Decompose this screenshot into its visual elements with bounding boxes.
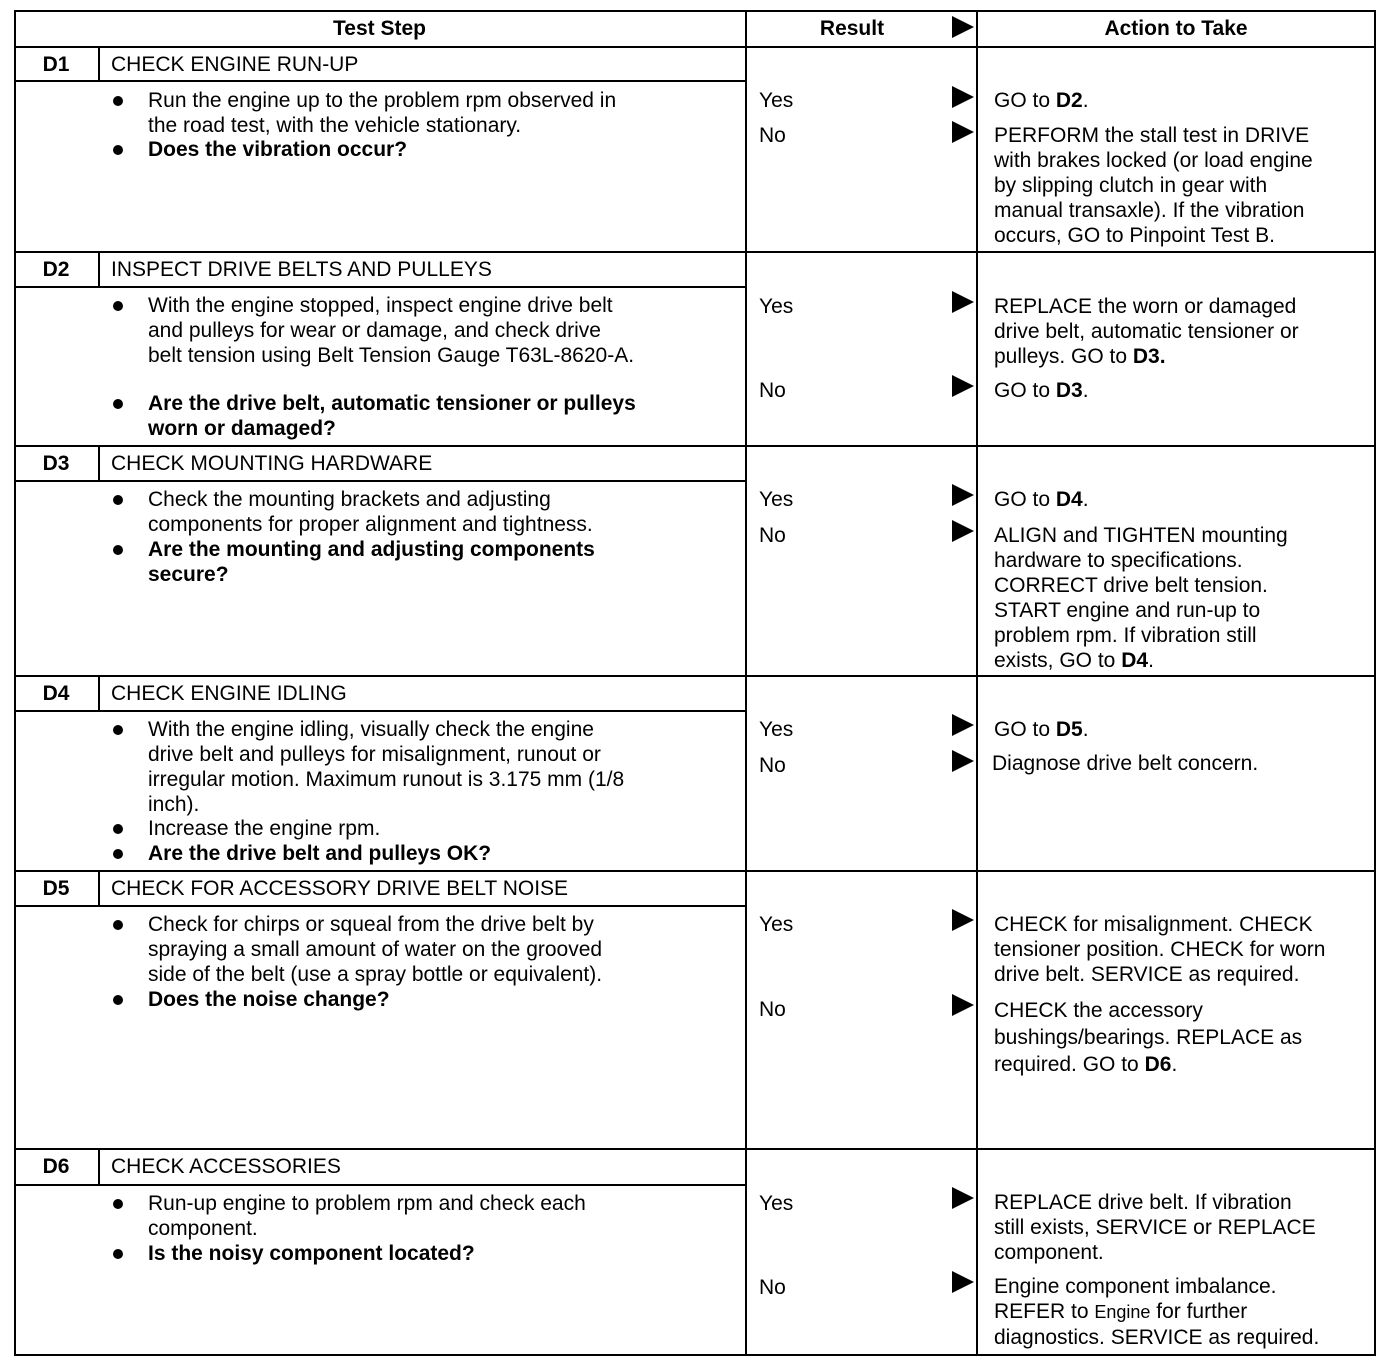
bullet-icon bbox=[113, 495, 123, 505]
d6-body-line: Run-up engine to problem rpm and check each bbox=[148, 1192, 586, 1215]
d3-action-no: ALIGN and TIGHTEN mounting hardware to specifications. CORRECT drive belt tension. START engine and run-up to problem rpm. If vibration still exists, GO to D4. bbox=[994, 524, 1288, 672]
step-code-d1: D1 bbox=[42, 53, 70, 76]
step-code-d6: D6 bbox=[42, 1155, 70, 1178]
d5-body-line: spraying a small amount of water on the grooved bbox=[148, 938, 603, 961]
d5-title-underline bbox=[14, 905, 747, 907]
d6-question: Is the noisy component located? bbox=[148, 1242, 475, 1265]
d3-code-divider bbox=[98, 445, 100, 481]
d5-question: Does the noise change? bbox=[148, 988, 390, 1011]
bullet-icon bbox=[113, 96, 123, 106]
d6-title-underline bbox=[14, 1184, 747, 1186]
step-code-d2: D2 bbox=[42, 258, 70, 281]
arrow-icon bbox=[952, 750, 974, 772]
d6-action-no: Engine component imbalance. REFER to Engine for further diagnostics. SERVICE as required. bbox=[994, 1275, 1320, 1349]
test-step-table bbox=[14, 10, 1376, 1358]
arrow-icon bbox=[952, 909, 974, 931]
d2-result-yes: Yes bbox=[759, 295, 794, 318]
d4-body-line: With the engine idling, visually check the engine bbox=[148, 718, 594, 741]
d4-result-yes: Yes bbox=[759, 718, 794, 741]
step-title-d4: CHECK ENGINE IDLING bbox=[111, 682, 347, 705]
step-code-d4: D4 bbox=[42, 682, 70, 705]
d1-question: Does the vibration occur? bbox=[148, 138, 408, 161]
step-title-d1: CHECK ENGINE RUN-UP bbox=[111, 53, 359, 76]
arrow-icon bbox=[952, 86, 974, 108]
d4-result-no: No bbox=[759, 754, 786, 777]
d3-question: Are the mounting and adjusting components bbox=[148, 538, 595, 561]
d3-result-no: No bbox=[759, 524, 786, 547]
d1-code-divider bbox=[98, 46, 100, 82]
d4-body-line: inch). bbox=[148, 793, 200, 816]
header-action: Action to Take bbox=[1104, 17, 1248, 40]
arrow-icon bbox=[952, 520, 974, 542]
header-result: Result bbox=[819, 17, 885, 40]
d2-code-divider bbox=[98, 251, 100, 287]
d6-body-line: component. bbox=[148, 1217, 258, 1240]
step-title-d5: CHECK FOR ACCESSORY DRIVE BELT NOISE bbox=[111, 877, 569, 900]
d3-action-yes: GO to D4. bbox=[994, 488, 1089, 511]
d1-result-no: No bbox=[759, 124, 786, 147]
d6-result-yes: Yes bbox=[759, 1192, 794, 1215]
bullet-icon bbox=[113, 1249, 123, 1259]
d4-title-underline bbox=[14, 710, 747, 712]
arrow-icon bbox=[952, 291, 974, 313]
d3-bottom-border bbox=[14, 675, 1376, 677]
header-arrow-icon bbox=[952, 16, 974, 38]
d2-action-no: GO to D3. bbox=[994, 379, 1089, 402]
arrow-icon bbox=[952, 714, 974, 736]
d2-question: Are the drive belt, automatic tensioner or pulleys bbox=[148, 392, 636, 415]
arrow-icon bbox=[952, 121, 974, 143]
d5-action-yes: CHECK for misalignment. CHECK tensioner position. CHECK for worn drive belt. SERVICE as required. bbox=[994, 913, 1326, 986]
d5-code-divider bbox=[98, 870, 100, 906]
bullet-icon bbox=[113, 824, 123, 834]
d3-result-yes: Yes bbox=[759, 488, 794, 511]
d3-title-underline bbox=[14, 480, 747, 482]
d2-bottom-border bbox=[14, 445, 1376, 447]
table-top-border bbox=[14, 10, 1376, 12]
step-title-d6: CHECK ACCESSORIES bbox=[111, 1155, 341, 1178]
d1-action-no: PERFORM the stall test in DRIVE with brakes locked (or load engine by slipping clutch in gear with manual transaxle). If the vibration occurs, GO to Pinpoint Test B. bbox=[994, 124, 1313, 247]
arrow-icon bbox=[952, 1271, 974, 1293]
d5-bottom-border bbox=[14, 1148, 1376, 1150]
bullet-icon bbox=[113, 995, 123, 1005]
action-column-left-border bbox=[976, 10, 978, 1356]
d2-result-no: No bbox=[759, 379, 786, 402]
bullet-icon bbox=[113, 545, 123, 555]
d6-action-yes: REPLACE drive belt. If vibration still exists, SERVICE or REPLACE component. bbox=[994, 1191, 1316, 1264]
d4-body-line: drive belt and pulleys for misalignment, runout or bbox=[148, 743, 601, 766]
d2-body-line: belt tension using Belt Tension Gauge T63L-8620-A. bbox=[148, 344, 635, 367]
arrow-icon bbox=[952, 484, 974, 506]
step-title-d2: INSPECT DRIVE BELTS AND PULLEYS bbox=[111, 258, 492, 281]
d4-body-line: Increase the engine rpm. bbox=[148, 817, 381, 840]
d4-action-no: Diagnose drive belt concern. bbox=[992, 752, 1259, 775]
d4-code-divider bbox=[98, 675, 100, 711]
step-code-d5: D5 bbox=[42, 877, 70, 900]
d3-question: secure? bbox=[148, 563, 229, 586]
d5-action-no: CHECK the accessory bushings/bearings. REPLACE as required. GO to D6. bbox=[994, 999, 1303, 1076]
d5-result-no: No bbox=[759, 998, 786, 1021]
d5-result-yes: Yes bbox=[759, 913, 794, 936]
d1-action-yes: GO to D2. bbox=[994, 89, 1089, 112]
d4-action-yes: GO to D5. bbox=[994, 718, 1089, 741]
bullet-icon bbox=[113, 145, 123, 155]
d2-title-underline bbox=[14, 286, 747, 288]
header-test-step: Test Step bbox=[333, 17, 426, 40]
d4-question: Are the drive belt and pulleys OK? bbox=[148, 842, 492, 865]
d5-body-line: Check for chirps or squeal from the drive belt by bbox=[148, 913, 594, 936]
d2-question: worn or damaged? bbox=[148, 417, 336, 440]
table-right-border bbox=[1374, 10, 1376, 1356]
step-title-d3: CHECK MOUNTING HARDWARE bbox=[111, 452, 433, 475]
bullet-icon bbox=[113, 301, 123, 311]
d6-result-no: No bbox=[759, 1276, 786, 1299]
d1-body-line: the road test, with the vehicle stationary. bbox=[148, 114, 522, 137]
d4-bottom-border bbox=[14, 870, 1376, 872]
header-bottom-border bbox=[14, 46, 1376, 48]
arrow-icon bbox=[952, 375, 974, 397]
d4-body-line: irregular motion. Maximum runout is 3.175 mm (1/8 bbox=[148, 768, 625, 791]
d1-bottom-border bbox=[14, 251, 1376, 253]
arrow-icon bbox=[952, 994, 974, 1016]
step-code-d3: D3 bbox=[42, 452, 70, 475]
arrow-icon bbox=[952, 1187, 974, 1209]
d2-body-line: With the engine stopped, inspect engine drive belt bbox=[148, 294, 613, 317]
result-column-left-border bbox=[745, 10, 747, 1356]
d1-result-yes: Yes bbox=[759, 89, 794, 112]
d6-code-divider bbox=[98, 1148, 100, 1184]
d2-body-line: and pulleys for wear or damage, and check drive bbox=[148, 319, 601, 342]
bullet-icon bbox=[113, 399, 123, 409]
bullet-icon bbox=[113, 849, 123, 859]
d3-body-line: components for proper alignment and tightness. bbox=[148, 513, 593, 536]
d3-body-line: Check the mounting brackets and adjusting bbox=[148, 488, 551, 511]
d2-action-yes: REPLACE the worn or damaged drive belt, automatic tensioner or pulleys. GO to D3. bbox=[994, 295, 1299, 368]
bullet-icon bbox=[113, 1199, 123, 1209]
bullet-icon bbox=[113, 725, 123, 735]
bullet-icon bbox=[113, 920, 123, 930]
table-bottom-border bbox=[14, 1354, 1376, 1356]
d1-title-underline bbox=[14, 80, 747, 82]
d1-body-line: Run the engine up to the problem rpm observed in bbox=[148, 89, 617, 112]
d5-body-line: side of the belt (use a spray bottle or equivalent). bbox=[148, 963, 603, 986]
